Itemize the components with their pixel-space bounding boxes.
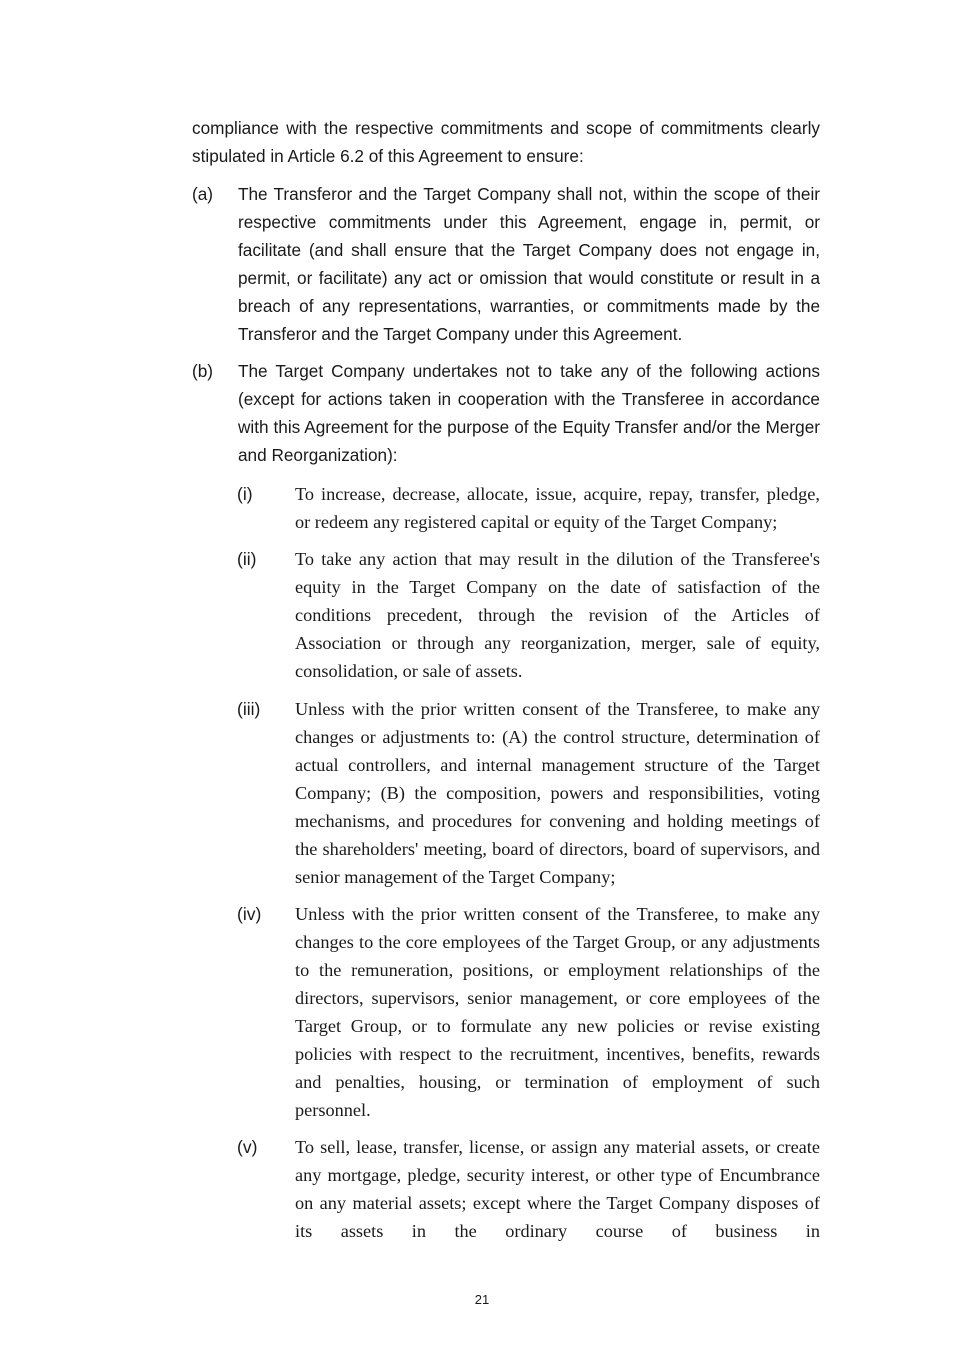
clause-b (192, 357, 820, 469)
subclause-i (237, 480, 820, 536)
subclause-iii-label: (iii) (237, 699, 261, 719)
subclause-v-text: To sell, lease, transfer, license, or assign any material assets, or create any mortgage, pledge, security interest, or other type of Encumbrance on any material assets; except where the Target Company disposes of its assets in the ordinary course of business in (295, 1137, 820, 1241)
subclause-iv-label: (iv) (237, 904, 262, 924)
subclause-iii (237, 695, 820, 891)
subclause-i-text: To increase, decrease, allocate, issue, acquire, repay, transfer, pledge, or redeem any registered capital or equity of the Target Company; (295, 484, 820, 532)
subclause-ii-label: (ii) (237, 549, 257, 569)
intro-paragraph: compliance with the respective commitments and scope of commitments clearly stipulated in Article 6.2 of this Agreement to ensure: (192, 118, 820, 166)
subclause-i-label: (i) (237, 484, 253, 504)
clause-a (192, 180, 820, 348)
subclause-ii-text: To take any action that may result in the dilution of the Transferee's equity in the Target Company on the date of satisfaction of the conditions precedent, through the revision of the Articles of Association or through any reorganization, merger, sale of equity, consolidation, or sale of assets. (295, 549, 820, 681)
clause-a-text: The Transferor and the Target Company shall not, within the scope of their respective commitments under this Agreement, engage in, permit, or facilitate (and shall ensure that the Target Company does not engage in, permit, or facilitate) any act or omission that would constitute or result in a breach of any representations, warranties, or commitments made by the Transferor and the Target Company under this Agreement. (238, 184, 820, 344)
subclause-v-label: (v) (237, 1137, 258, 1157)
clause-b-label: (b) (192, 361, 214, 381)
clause-a-label: (a) (192, 184, 214, 204)
clause-b-text: The Target Company undertakes not to take any of the following actions (except for actions taken in cooperation with the Transferee in accordance with this Agreement for the purpose of the Equity Transfer and/or the Merger and Reorganization): (238, 361, 820, 465)
subclause-iii-text: Unless with the prior written consent of the Transferee, to make any changes or adjustments to: (A) the control structure, determination of actual controllers, and internal management structure of the Target Company; (B) the composition, powers and responsibilities, voting mechanisms, and procedures for convening and holding meetings of the shareholders' meeting, board of directors, board of supervisors, and senior management of the Target Company; (295, 699, 820, 887)
subclause-v (237, 1133, 820, 1245)
subclause-ii (237, 545, 820, 685)
page-number: 21 (474, 1292, 490, 1307)
subclause-iv (237, 900, 820, 1124)
subclause-iv-text: Unless with the prior written consent of the Transferee, to make any changes to the core employees of the Target Group, or any adjustments to the remuneration, positions, or employment relationships of the directors, supervisors, senior management, or core employees of the Target Group, or to formulate any new policies or revise existing policies with respect to the recruitment, incentives, benefits, rewards and penalties, housing, or termination of employment of such personnel. (295, 904, 820, 1120)
